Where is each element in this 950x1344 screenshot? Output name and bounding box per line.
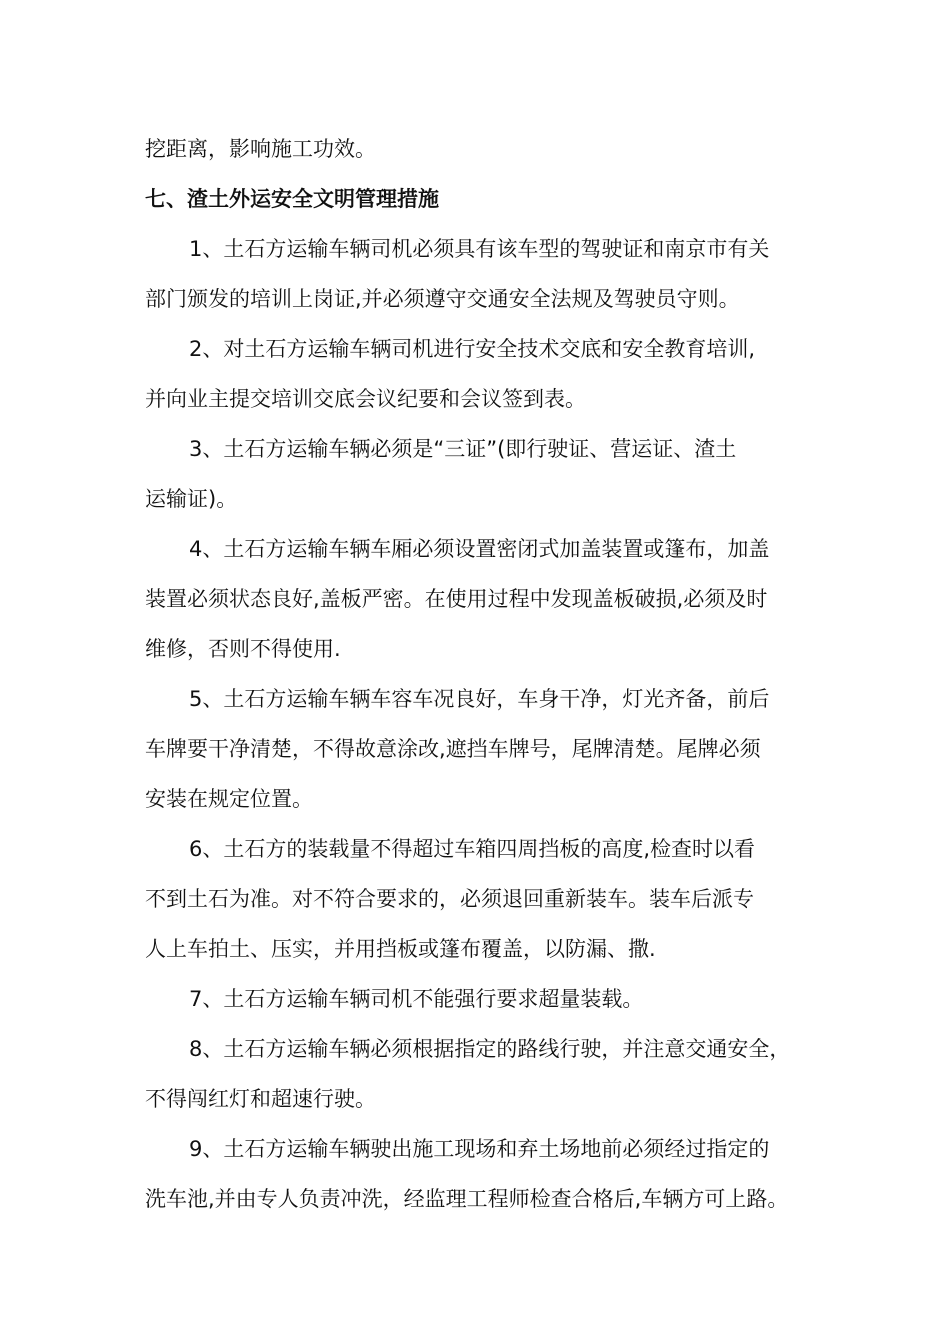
paragraph-line: 不得闯红灯和超速行驶。	[145, 1087, 376, 1111]
paragraph-line: 挖距离，影响施工功效。	[145, 137, 376, 161]
paragraph-line: 3、土石方运输车辆必须是“三证”(即行驶证、营运证、渣土	[189, 437, 737, 461]
paragraph-line: 9、土石方运输车辆驶出施工现场和弃土场地前必须经过指定的	[189, 1137, 770, 1161]
paragraph-line: 运输证)。	[145, 487, 238, 511]
paragraph-line: 维修，否则不得使用.	[145, 637, 341, 661]
paragraph-line: 7、土石方运输车辆司机不能强行要求超量装载。	[189, 987, 644, 1011]
paragraph-line: 装置必须状态良好,盖板严密。在使用过程中发现盖板破损,必须及时	[145, 587, 768, 611]
paragraph-line: 2、对土石方运输车辆司机进行安全技术交底和安全教育培训,	[189, 337, 756, 361]
document-body	[145, 124, 809, 1224]
paragraph-line: 洗车池,并由专人负责冲洗，经监理工程师检查合格后,车辆方可上路。	[145, 1187, 789, 1211]
paragraph-line: 5、土石方运输车辆车容车况良好，车身干净，灯光齐备，前后	[189, 687, 770, 711]
paragraph-line: 4、土石方运输车辆车厢必须设置密闭式加盖装置或篷布，加盖	[189, 537, 770, 561]
paragraph-line: 人上车拍土、压实，并用挡板或篷布覆盖，以防漏、撒.	[145, 937, 656, 961]
paragraph-line: 8、土石方运输车辆必须根据指定的路线行驶，并注意交通安全，	[189, 1037, 791, 1061]
paragraph-line: 部门颁发的培训上岗证,并必须遵守交通安全法规及驾驶员守则。	[145, 287, 740, 311]
paragraph-line: 安装在规定位置。	[145, 787, 313, 811]
paragraph-line: 不到土石为准。对不符合要求的，必须退回重新装车。装车后派专	[145, 887, 754, 911]
paragraph-line: 车牌要干净清楚，不得故意涂改,遮挡车牌号，尾牌清楚。尾牌必须	[145, 737, 761, 761]
section-heading: 七、渣土外运安全文明管理措施	[145, 187, 439, 211]
paragraph-line: 1、土石方运输车辆司机必须具有该车型的驾驶证和南京市有关	[189, 237, 770, 261]
paragraph-line: 并向业主提交培训交底会议纪要和会议签到表。	[145, 387, 586, 411]
paragraph-line: 6、土石方的装载量不得超过车箱四周挡板的高度,检查时以看	[189, 837, 756, 861]
